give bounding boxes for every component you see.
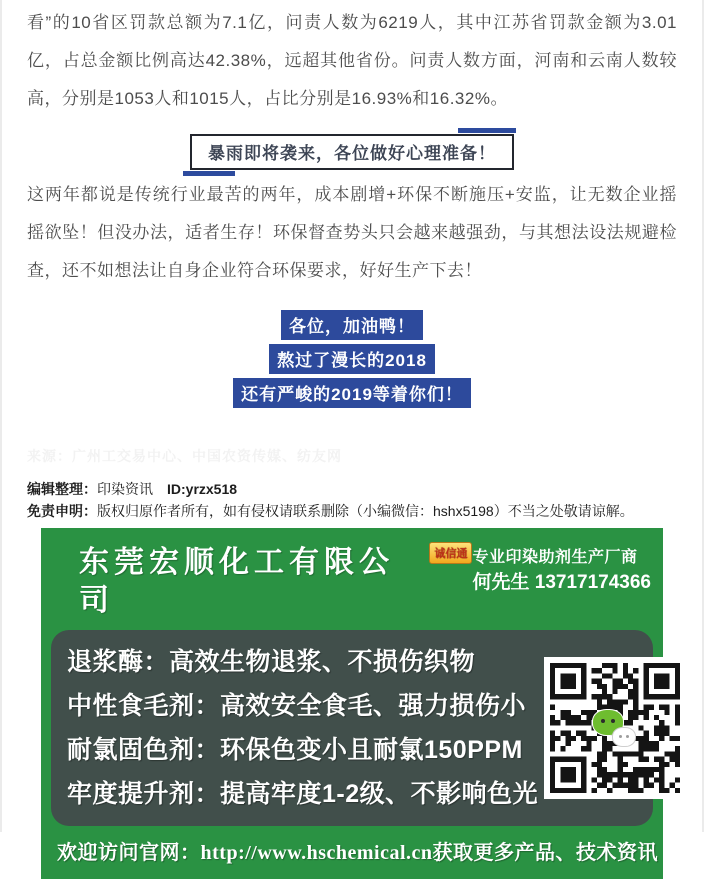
disclaimer-line: [27, 500, 677, 522]
company-name: 东莞宏顺化工有限公司: [79, 546, 394, 617]
ad-header-right: [472, 544, 651, 596]
highlight-line: [27, 344, 677, 374]
editor-line: [27, 478, 677, 500]
product-line: 耐氯固色剂：环保色变小且耐氯150PPM: [67, 736, 523, 764]
callout-accent-bar-bottom: [183, 171, 235, 176]
ad-tagline: 专业印染助剂生产厂商: [472, 549, 638, 566]
ad-banner-image[interactable]: [41, 528, 663, 879]
company-wrap: [79, 544, 472, 620]
callout-box: [190, 134, 514, 170]
product-list: [67, 640, 538, 816]
article-paragraph-2: 这两年都说是传统行业最苦的两年，成本剧增+环保不断施压+安监，让无数企业摇摇欲坠！但没办法，适者生存！环保督查势头只会越来越强劲，与其想法设法规避检查，还不如想法让自身企业符合环保要求，好好生产下去！: [27, 185, 677, 280]
highlight-text: 熬过了漫长的2018: [269, 344, 435, 374]
website-url: http://www.hschemical.cn: [200, 842, 433, 864]
ad-website-line: [51, 826, 658, 869]
article-paragraph-1: 看”的10省区罚款总额为7.1亿，问责人数为6219人，其中江苏省罚款金额为3.01亿，占总金额比例高达42.38%，远超其他省份。问责人数方面，河南和云南人数较高，分别是1053人和1015人，占比分别是16.93%和16.32%。: [27, 13, 677, 108]
disclaimer-value: 版权归原作者所有，如有侵权请联系删除（小编微信：hshx5198）不当之处敬请谅解。: [97, 503, 634, 519]
source-credit: 来源：广州工交易中心、中国农资传媒、纺友网: [27, 448, 342, 464]
editor-value: 印染资讯: [97, 481, 153, 497]
editor-id: ID:yrzx518: [167, 481, 238, 497]
product-line: 中性食毛剂：高效安全食毛、强力损伤小: [67, 692, 527, 720]
ad-product-panel: [51, 630, 653, 826]
website-suffix: 获取更多产品、技术资讯: [432, 842, 658, 864]
editor-label: 编辑整理：: [27, 481, 97, 497]
credits-block: [27, 478, 677, 522]
callout-row: [27, 134, 677, 176]
highlight-block: [27, 310, 677, 408]
callout-accent-bar-top: [458, 128, 516, 133]
highlight-text: 还有严峻的2019等着你们！: [233, 378, 471, 408]
wechat-qr-code: [544, 657, 686, 799]
callout-text: 暴雨即将袭来，各位做好心理准备！: [208, 144, 496, 163]
product-line: 退浆酶：高效生物退浆、不损伤织物: [67, 648, 476, 676]
website-prefix: 欢迎访问官网：: [57, 842, 201, 864]
trust-badge: 诚信通: [429, 542, 472, 564]
highlight-line: [27, 378, 677, 408]
ad-contact-phone: 何先生 13717174366: [472, 572, 651, 593]
ad-banner-header: [51, 538, 653, 630]
wechat-icon: [592, 709, 638, 747]
disclaimer-label: 免责申明：: [27, 503, 97, 519]
page-left-border: [0, 0, 2, 832]
highlight-text: 各位，加油鸭！: [281, 310, 423, 340]
product-line: 牢度提升剂：提高牢度1-2级、不影响色光: [67, 780, 539, 808]
highlight-line: [27, 310, 677, 340]
